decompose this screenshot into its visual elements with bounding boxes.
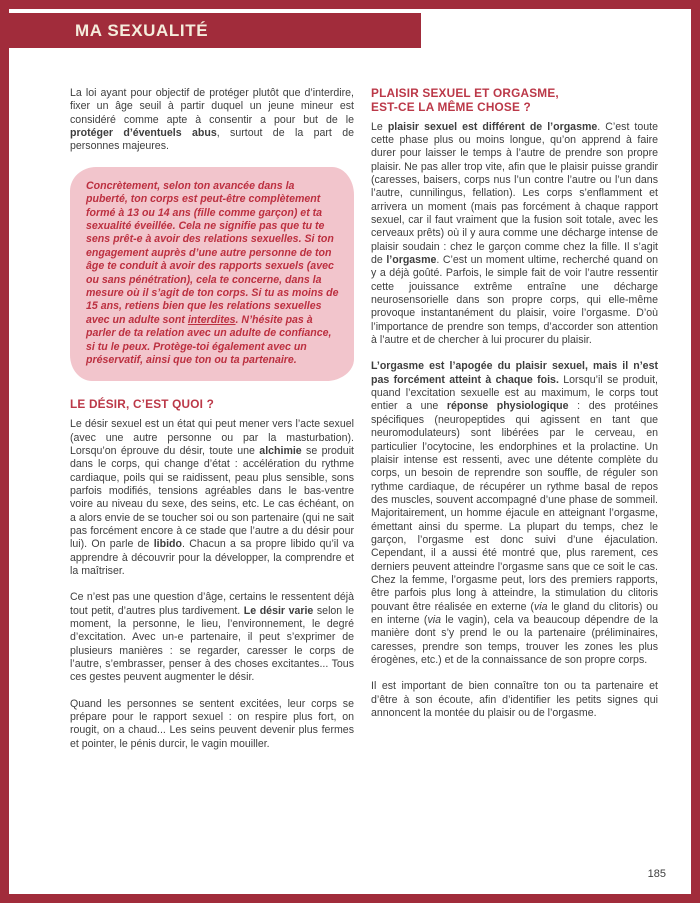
paragraph-plaisir-3: Il est important de bien connaître ton ou ta partenaire et d’être à son écoute, afin d’identifier les petits signes qui annoncent la montée du plaisir ou de l’orgasme. — [371, 680, 658, 720]
left-column — [70, 87, 354, 764]
paragraph-desir-3: Quand les personnes se sentent excitées, leur corps se prépare pour le rapport sexuel : on respire plus fort, on rougit, on a chaud... Les seins peuvent devenir plus fermes et pointer, le pénis durcir, le vagin mouiller. — [70, 697, 354, 750]
paragraph-plaisir-2: L’orgasme est l’apogée du plaisir sexuel, mais il n’est pas forcément atteint à chaque fois. Lorsqu’il se produit, quand l’excitation sexuelle est au maximum, le corps tout entier a une réponse physiologique : des protéines spécifiques (neuropeptides qui agissent en tant que neuromodulateurs) sont libérées par le cerveau, en particulier l’ocytocine, les endorphines et la prolactine. Un plaisir intense est ressenti, avec une détente complète du corps, un besoin de reprendre son souffle, de réguler son rythme cardiaque, de récupérer un rythme basal de repos des muscles, souvent accompagné d’une phase de sommeil. Majoritairement, un homme éjacule en atteignant l’orgasme, émettant ainsi du sperme. La plupart du temps, chez le garçon, l’orgasme est donc suivi d’une éjaculation. Cependant, il a aussi été montré que, plus rarement, ces derniers peuvent atteindre l’orgasme sans que ce soit le cas. Chez la femme, l’orgasme peut, lors des premiers rapports, être parfois plus long à atteindre, la stimulation du clitoris pouvant être réalisée en externe (via le gland du clitoris) ou en interne (via le vagin), cela va beaucoup dépendre de la manière dont s’y prend le ou la partenaire (préliminaires, caresses, prendre son temps, trouver les zones les plus érogènes, etc.) et de la connaissance de son propre corps. — [371, 360, 658, 666]
callout-box — [70, 167, 354, 382]
paragraph-plaisir-1: Le plaisir sexuel est différent de l’orgasme. C’est toute cette phase plus ou moins longue, qu’on apprend à faire durer pour laisser le temps à l’autre de prendre son propre plaisir. Ne pas aller trop vite, afin que le plaisir puisse grandir (caresses, baisers, corps nus l’un contre l’autre ou l’un dans l’autre, cunnilingus, fellation). Les corps s’enflamment et arrivera un moment (mais pas forcément à chaque rapport sexuel, car il faut vraiment que la fusion soit totale, avec les cerveaux prêts) où il y aura comme une décharge intense de plaisir soudain : chez le garçon comme chez la fille. Il s’agit de l’orgasme. C’est un moment ultime, recherché quand on y a déjà goûté. Parfois, le simple fait de voir l’autre ressentir cette jouissance extrême entraîne une décharge neurosensorielle dans son propre corps, qui elle-même provoque instantanément du plaisir, voire l’orgasme. D’où l’importance de prendre son temps, d’accorder son attention à l’autre et de chercher à lui procurer du plaisir. — [371, 120, 658, 347]
section-heading-plaisir — [371, 87, 658, 115]
page-number: 185 — [647, 868, 666, 880]
chapter-title: MA SEXUALITÉ — [75, 20, 209, 40]
section-heading-plaisir-line2: EST-CE LA MÊME CHOSE ? — [371, 99, 531, 114]
section-heading-desir: LE DÉSIR, C’EST QUOI ? — [70, 397, 215, 412]
paragraph-desir-1: Le désir sexuel est un état qui peut mener vers l’acte sexuel (avec une autre personne ou par la masturbation). Lorsqu’on éprouve du désir, toute une alchimie se produit dans le corps, qui change d’état : accélération du rythme cardiaque, poils qui se raidissent, peau plus sensible, sons parfois modifiés, tensions agréables dans le bas-ventre voire au niveau du sexe, des seins, etc. Le cas échéant, on a alors envie de se toucher soi ou son partenaire (qui ne sait pas forcément encore à ce stade que l’autre a du désir pour lui). On parle de libido. Chacun a sa propre libido qu’il va apprendre à découvrir pour la développer, la comprendre et la maîtriser. — [70, 418, 354, 577]
paragraph-desir-2: Ce n’est pas une question d’âge, certains le ressentent déjà tout petit, d’autres plus tardivement. Le désir varie selon le moment, la personne, le lieu, l’environnement, le degré d’excitation. Avec un-e partenaire, il peut s’exprimer de plusieurs manières : se regarder, caresser le corps de l’autre, s’embrasser, penser à des choses excitantes... Tous ces gestes peuvent augmenter le désir. — [70, 591, 354, 684]
chapter-header-bar — [9, 13, 421, 48]
right-column — [371, 87, 658, 764]
page-content — [70, 87, 658, 764]
callout-text: Concrètement, selon ton avancée dans la puberté, ton corps est peut-être complètement formé à 13 ou 14 ans (fille comme garçon) et ta sexualité éveillée. Cela ne signifie pas que tu te sens prêt-e à avoir des relations sexuelles. Si ton engagement auprès d’une autre personne de ton âge te conduit à avoir des rapports sexuels (avec ou sans pénétration), cela te concerne, dans la mesure où il s’agit de ton corps. Si tu as moins de 15 ans, retiens bien que les relations sexuelles avec un adulte sont interdites. N’hésite pas à parler de ta relation avec un adulte de confiance, si tu le peux. Protège-toi également avec un préservatif, ainsi que ton ou ta partenaire. — [86, 179, 339, 366]
intro-paragraph: La loi ayant pour objectif de protéger plutôt que d’interdire, fixer un âge seuil à partir duquel un jeune mineur est considéré comme apte à consentir a pour but de le protéger d’éventuels abus, surtout de la part de personnes majeures. — [70, 87, 354, 153]
section-heading-plaisir-line1: PLAISIR SEXUEL ET ORGASME, — [371, 86, 559, 100]
